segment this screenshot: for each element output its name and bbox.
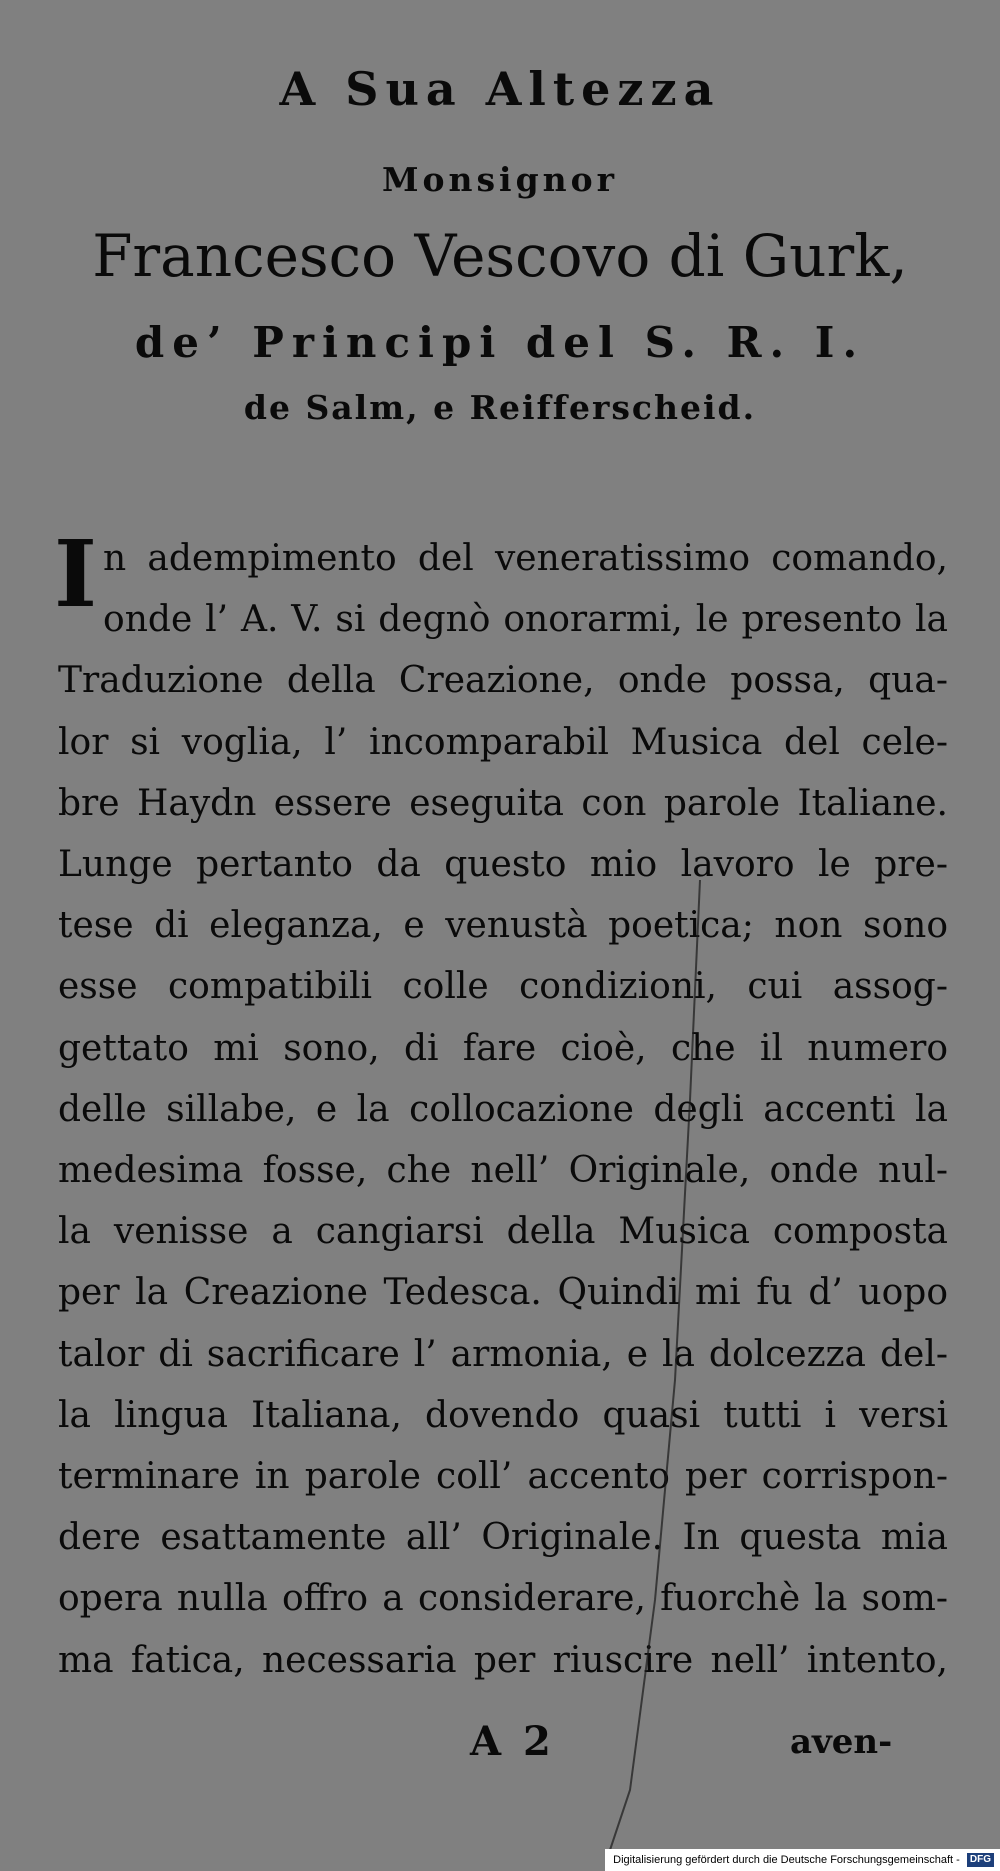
catchword: aven- — [790, 1722, 893, 1762]
body-line: esse compatibili colle condizioni, cui assog- — [58, 966, 948, 1008]
body-paragraph — [54, 520, 948, 1691]
signature-mark: A 2 — [470, 1718, 555, 1765]
footer-text: Digitalisierung gefördert durch die Deutsche Forschungsgemeinschaft - — [613, 1854, 960, 1866]
body-line: bre Haydn essere eseguita con parole Italiane. — [58, 782, 948, 824]
dedication-heading: A Sua Altezza — [279, 62, 721, 116]
body-line: onde l’ A. V. si degnò onorarmi, le presento la — [103, 599, 948, 641]
dedication-title: Monsignor — [381, 160, 619, 199]
body-line: medesima fosse, che nell’ Originale, onde nul- — [58, 1150, 948, 1192]
dedication-house: de Salm, e Reifferscheid. — [243, 388, 757, 427]
dedication-rank: de’ Principi del S. R. I. — [134, 318, 866, 367]
dfg-logo: DFG — [967, 1853, 994, 1867]
body-line: n adempimento del veneratissimo comando, — [103, 538, 948, 579]
dedication-name: Francesco Vescovo di Gurk, — [92, 222, 908, 290]
body-line: lor si voglia, l’ incomparabil Musica del cele- — [58, 721, 948, 763]
body-line: delle sillabe, e la collocazione degli accenti la — [58, 1088, 948, 1130]
body-line: per la Creazione Tedesca. Quindi mi fu d’ uopo — [58, 1272, 948, 1314]
body-line: talor di sacrificare l’ armonia, e la dolcezza del- — [58, 1333, 948, 1375]
digitization-footer — [605, 1849, 1000, 1871]
body-line: gettato mi sono, di fare cioè, che il numero — [58, 1027, 948, 1069]
body-line: Lunge pertanto da questo mio lavoro le pre- — [58, 844, 948, 886]
drop-cap: I — [54, 520, 98, 628]
body-line: tese di eleganza, e venustà poetica; non sono — [58, 905, 948, 947]
body-line: la lingua Italiana, dovendo quasi tutti i versi — [58, 1394, 948, 1436]
body-line: opera nulla offro a considerare, fuorchè la som- — [58, 1578, 948, 1620]
body-line: dere esattamente all’ Originale. In questa mia — [58, 1517, 948, 1559]
body-line: terminare in parole coll’ accento per corrispon- — [58, 1456, 948, 1498]
body-line: la venisse a cangiarsi della Musica composta — [58, 1211, 948, 1253]
body-line: Traduzione della Creazione, onde possa, qua- — [58, 660, 948, 702]
body-line: ma fatica, necessaria per riuscire nell’ intento, — [58, 1639, 948, 1681]
